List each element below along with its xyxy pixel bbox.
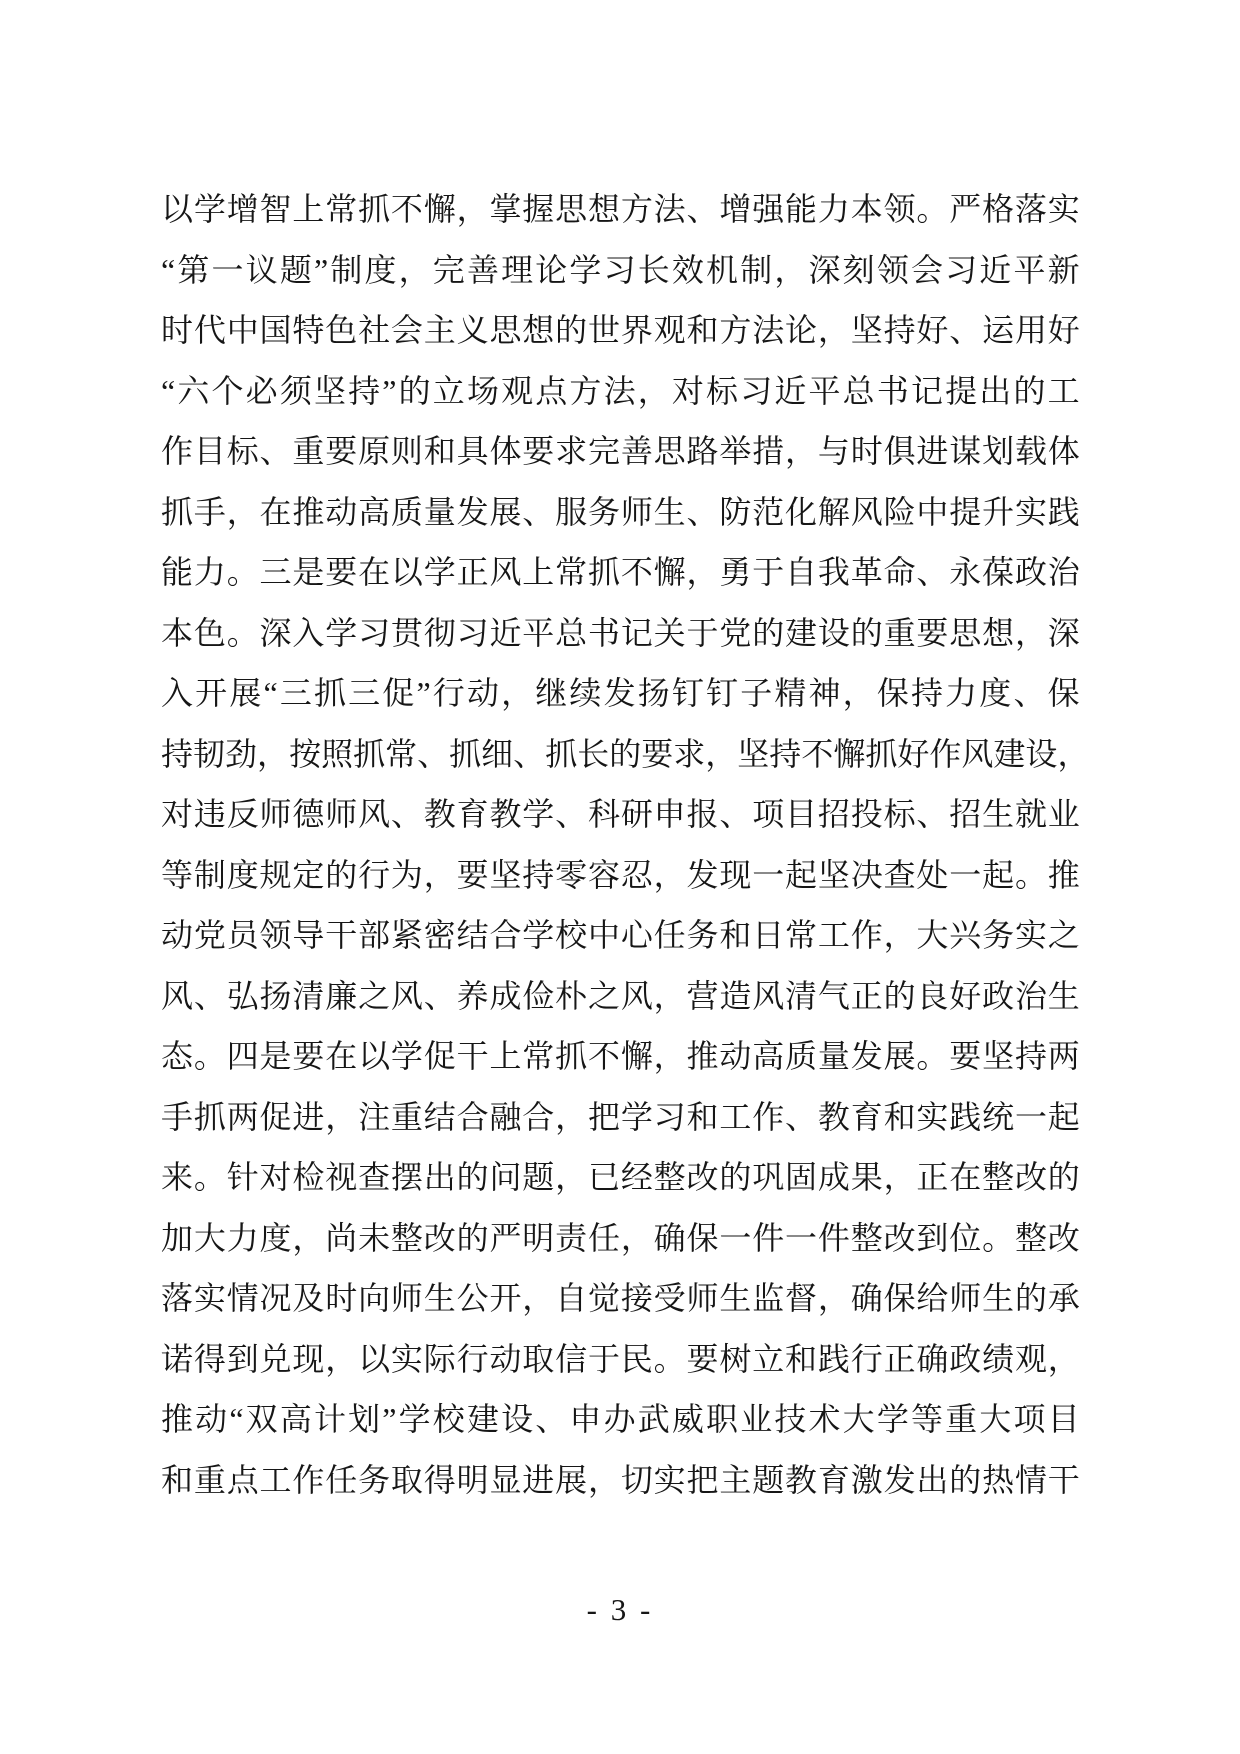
text-line: 态 。 四 是 要 在 以 学 促 干 上 常 抓 不 懈 ， 推 动 高 质 量 发 展 。 要 坚 持 两 — [161, 1038, 1080, 1075]
text-line: 诺 得 到 兑 现 ， 以 实 际 行 动 取 信 于 民 。 要 树 立 和 践 行 正 确 政 绩 观 ， — [161, 1340, 1080, 1377]
text-line: 作 目 标 、 重 要 原 则 和 具 体 要 求 完 善 思 路 举 措 ， 与 时 俱 进 谋 划 载 体 — [161, 433, 1080, 470]
text-line: 手 抓 两 促 进 ， 注 重 结 合 融 合 ， 把 学 习 和 工 作 、 教 育 和 实 践 统 一 起 — [161, 1098, 1080, 1135]
text-line: 能 力 。 三 是 要 在 以 学 正 风 上 常 抓 不 懈 ， 勇 于 自 我 革 命 、 永 葆 政 治 — [161, 554, 1080, 591]
text-line: 和 重 点 工 作 任 务 取 得 明 显 进 展 ， 切 实 把 主 题 教 育 激 发 出 的 热 情 干 — [161, 1461, 1080, 1498]
text-line: 来 。 针 对 检 视 查 摆 出 的 问 题 ， 已 经 整 改 的 巩 固 成 果 ， 正 在 整 改 的 — [161, 1159, 1080, 1196]
text-line: 时 代 中 国 特 色 社 会 主 义 思 想 的 世 界 观 和 方 法 论 ， 坚 持 好 、 运 用 好 — [161, 312, 1080, 349]
text-line: “ 六 个 必 须 坚 持 ” 的 立 场 观 点 方 法 ， 对 标 习 近 平 总 书 记 提 出 的 工 — [161, 372, 1080, 409]
page-number: - 3 - — [586, 1592, 654, 1627]
text-line: “ 第 一 议 题 ” 制 度 ， 完 善 理 论 学 习 长 效 机 制 ， 深 刻 领 会 习 近 平 新 — [161, 251, 1080, 288]
text-line: 动 党 员 领 导 干 部 紧 密 结 合 学 校 中 心 任 务 和 日 常 工 作 ， 大 兴 务 实 之 — [161, 917, 1080, 954]
text-line: 抓 手 ， 在 推 动 高 质 量 发 展 、 服 务 师 生 、 防 范 化 解 风 险 中 提 升 实 践 — [161, 493, 1080, 530]
text-line: 对 违 反 师 德 师 风 、 教 育 教 学 、 科 研 申 报 、 项 目 招 投 标 、 招 生 就 业 — [161, 796, 1080, 833]
body-text — [161, 179, 1090, 1510]
text-line: 入 开 展 “ 三 抓 三 促 ” 行 动 ， 继 续 发 扬 钉 钉 子 精 神 ， 保 持 力 度 、 保 — [161, 675, 1080, 712]
text-line: 落 实 情 况 及 时 向 师 生 公 开 ， 自 觉 接 受 师 生 监 督 ， 确 保 给 师 生 的 承 — [161, 1280, 1080, 1317]
text-line: 风 、 弘 扬 清 廉 之 风 、 养 成 俭 朴 之 风 ， 营 造 风 清 气 正 的 良 好 政 治 生 — [161, 977, 1080, 1014]
text-line: 加 大 力 度 ， 尚 未 整 改 的 严 明 责 任 ， 确 保 一 件 一 件 整 改 到 位 。 整 改 — [161, 1219, 1080, 1256]
text-line: 等 制 度 规 定 的 行 为 ， 要 坚 持 零 容 忍 ， 发 现 一 起 坚 决 查 处 一 起 。 推 — [161, 856, 1080, 893]
text-line: 以 学 增 智 上 常 抓 不 懈 ， 掌 握 思 想 方 法 、 增 强 能 力 本 领 。 严 格 落 实 — [161, 191, 1080, 228]
text-line: 推 动 “ 双 高 计 划 ” 学 校 建 设 、 申 办 武 威 职 业 技 术 大 学 等 重 大 项 目 — [161, 1401, 1080, 1438]
text-line: 本 色 。 深 入 学 习 贯 彻 习 近 平 总 书 记 关 于 党 的 建 设 的 重 要 思 想 ， 深 — [161, 614, 1080, 651]
text-line: 持 韧 劲 ， 按 照 抓 常 、 抓 细 、 抓 长 的 要 求 ， 坚 持 不 懈 抓 好 作 风 建 设 ， — [161, 735, 1090, 772]
